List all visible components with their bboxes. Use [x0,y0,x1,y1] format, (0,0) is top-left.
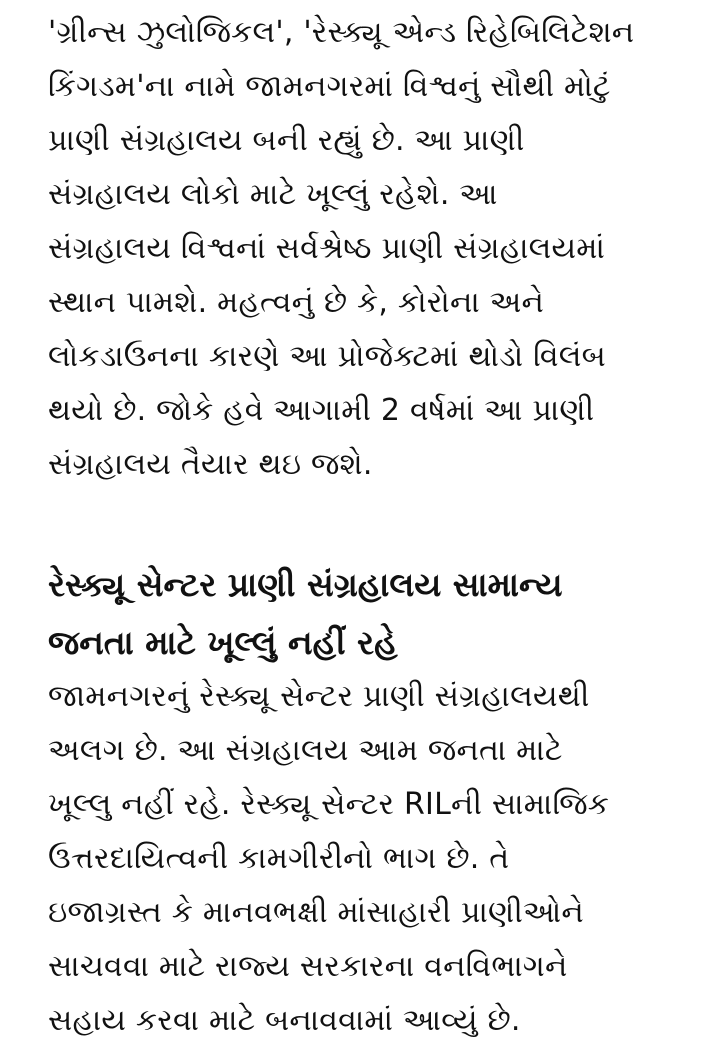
paragraph-line: લોકડાઉનના કારણે આ પ્રોજેક્ટમાં થોડો વિલંબ [48,339,606,374]
paragraph-line: જામનગરનું રેસ્ક્યૂ સેન્ટર પ્રાણી સંગ્રહાલયથી [48,679,590,714]
paragraph-line: પ્રાણી સંગ્રહાલય બની રહ્યું છે. આ પ્રાણી [48,123,525,158]
paragraph-line: સંગ્રહાલય તૈયાર થઇ જશે. [48,447,373,482]
paragraph-line: ખૂલ્લુ નહીં રહે. રેસ્ક્યૂ સેન્ટર RILની સામાજિક [48,787,610,822]
paragraph-line: સાચવવા માટે રાજ્ય સરકારના વનવિભાગને [48,949,568,984]
paragraph-line: થયો છે. જોકે હવે આગામી 2 વર્ષમાં આ પ્રાણી [48,393,595,428]
article-body [48,0,678,1048]
paragraph-line: સહાય કરવા માટે બનાવવામાં આવ્યું છે. [48,1003,521,1038]
paragraph-line: અલગ છે. આ સંગ્રહાલય આમ જનતા માટે [48,733,563,768]
heading-line: જનતા માટે ખૂલ્લું નહીં રહે [48,623,398,662]
paragraph-line: સ્થાન પામશે. મહત્વનું છે કે, કોરોના અને [48,285,545,320]
paragraph-zoo-description [48,0,678,492]
paragraph-line: સંગ્રહાલય લોકો માટે ખૂલ્લું રહેશે. આ [48,177,498,212]
section-heading [48,556,678,672]
paragraph-line: 'ગ્રીન્સ ઝુલોજિકલ', 'રેસ્ક્યૂ એન્ડ રિહેબિલિટેશન [48,15,635,50]
paragraph-line: ઇજાગ્રસ્ત કે માનવભક્ષી માંસાહારી પ્રાણીઓને [48,895,584,930]
heading-line: રેસ્ક્યૂ સેન્ટર પ્રાણી સંગ્રહાલય સામાન્ય [48,565,563,604]
paragraph-line: સંગ્રહાલય વિશ્વનાં સર્વશ્રેષ્ઠ પ્રાણી સંગ્રહાલયમાં [48,231,606,266]
paragraph-line: ઉત્તરદાયિત્વની કામગીરીનો ભાગ છે. તે [48,841,510,876]
paragraph-line: કિંગડમ'ના નામે જામનગરમાં વિશ્વનું સૌથી મોટું [48,69,611,104]
paragraph-rescue-center [48,670,678,1048]
